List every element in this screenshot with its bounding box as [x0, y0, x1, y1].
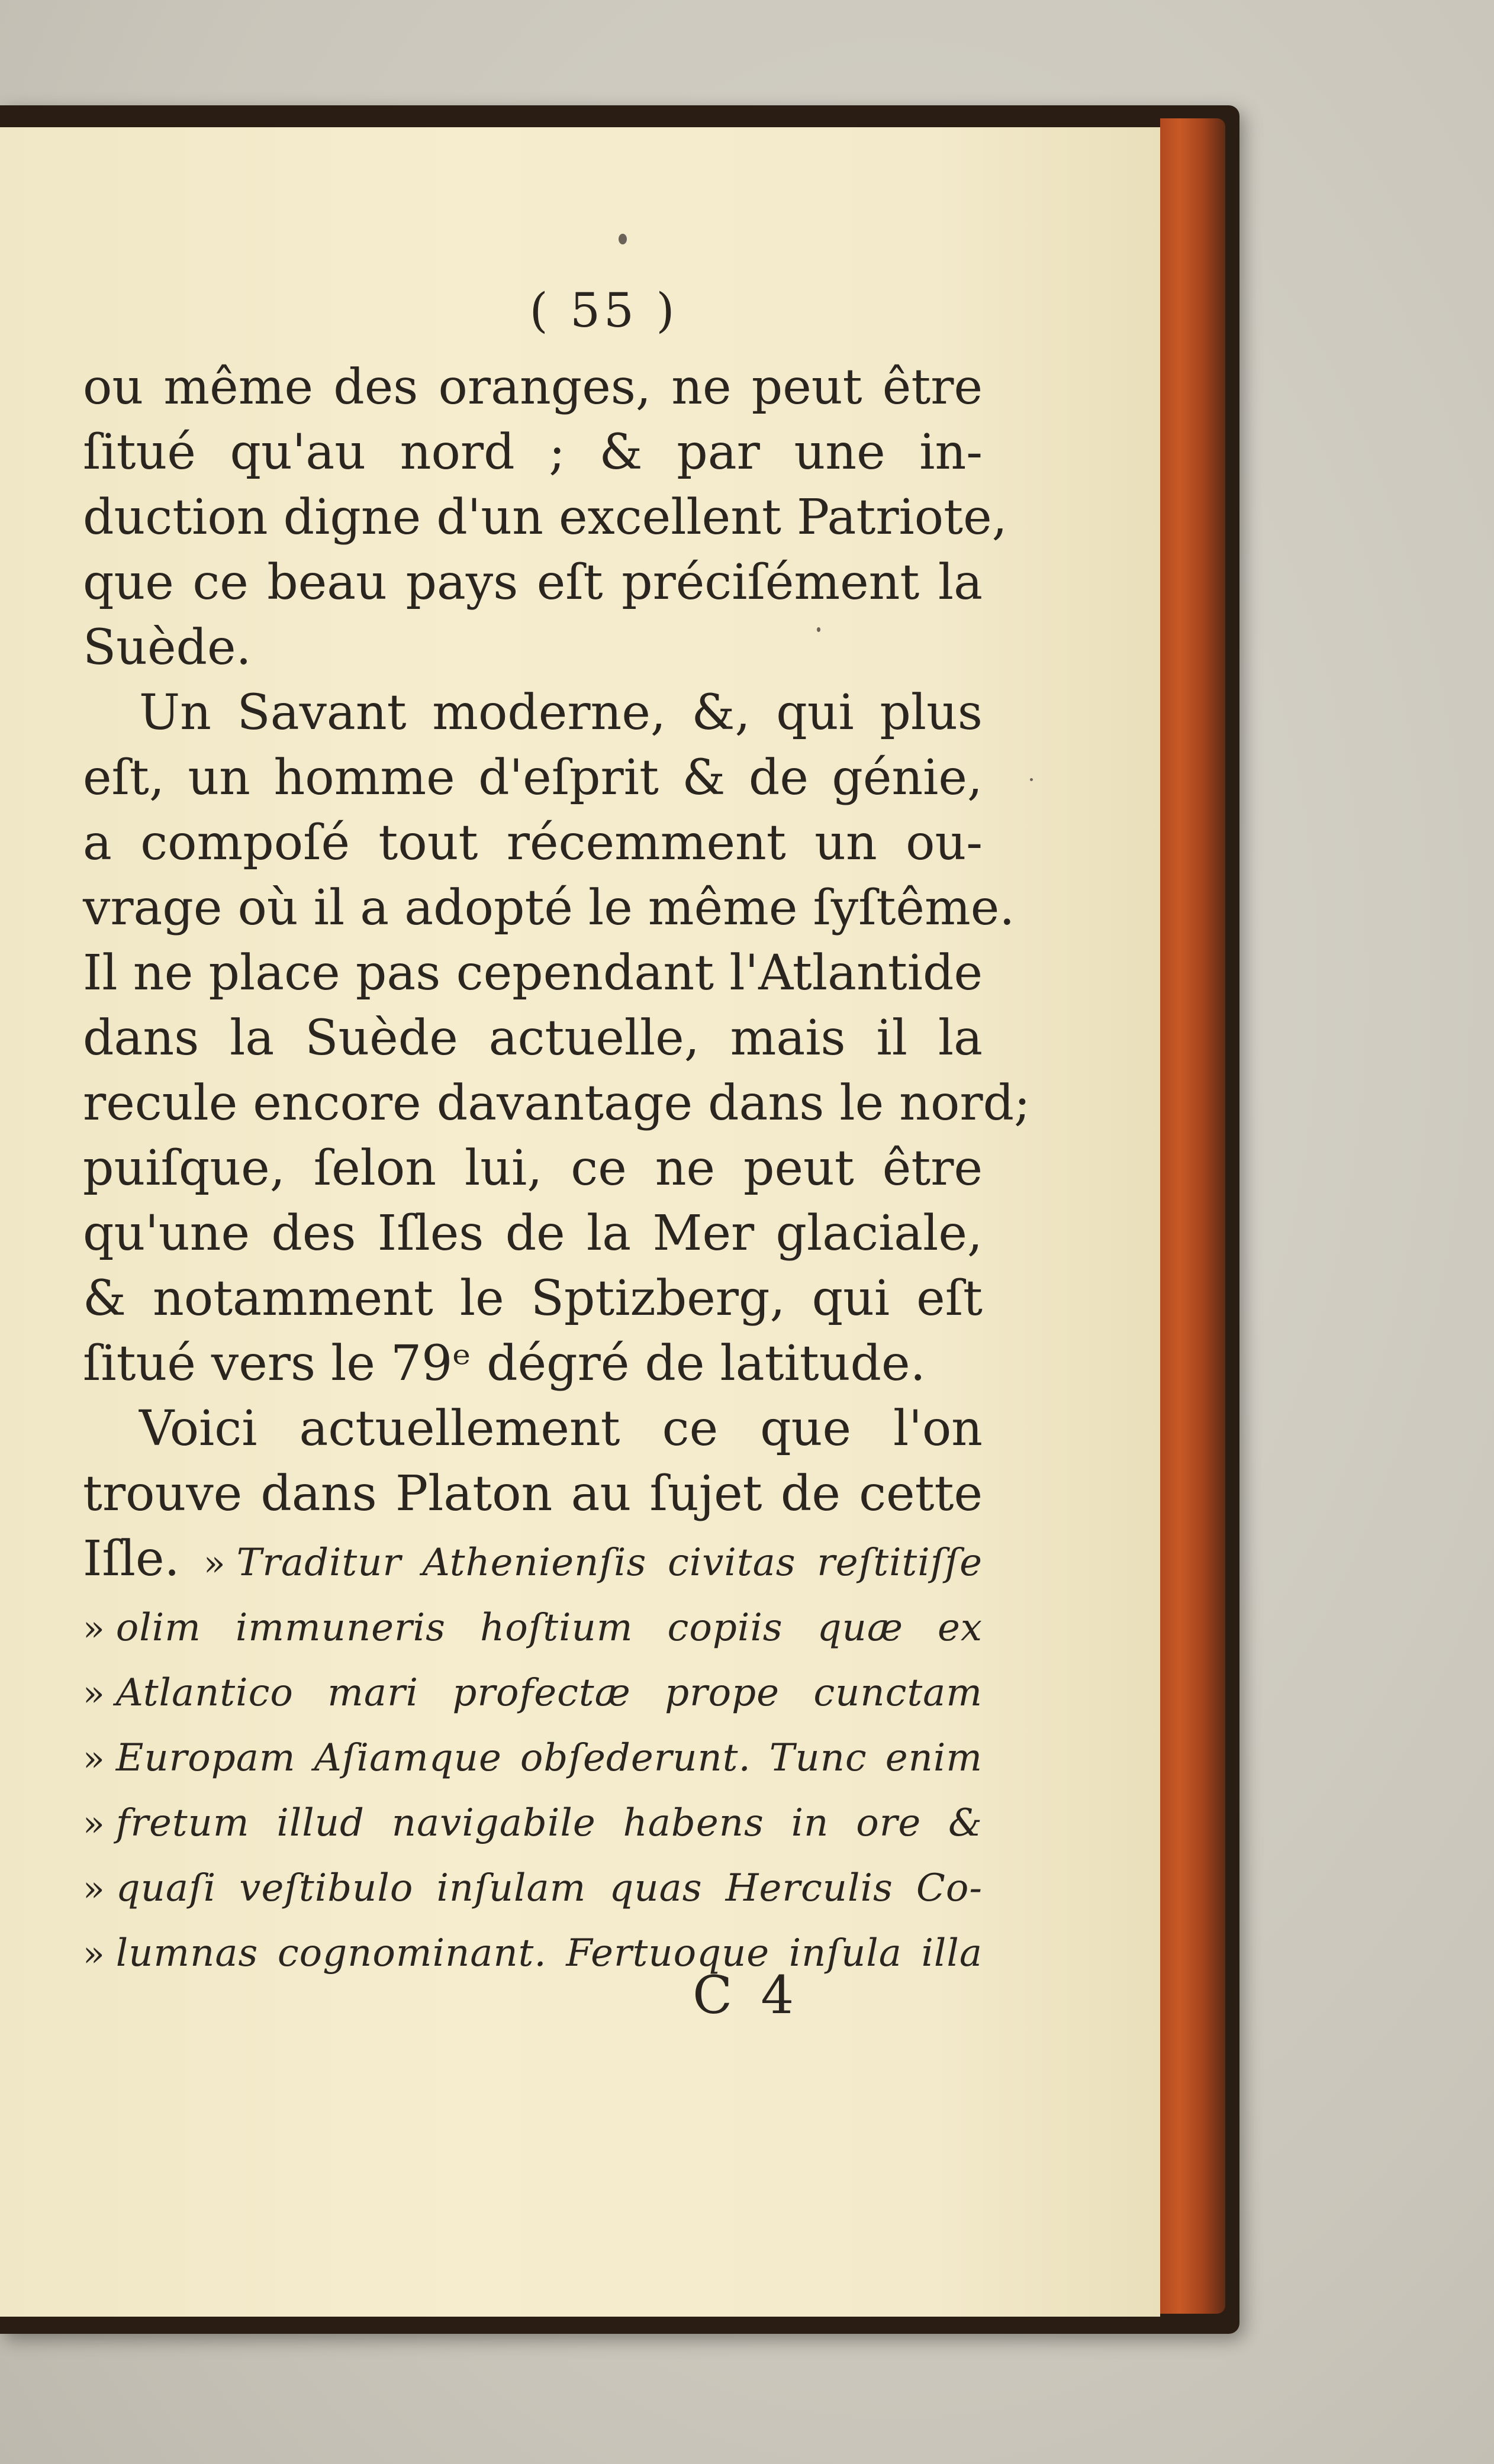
- text-line-mixed: [83, 1527, 983, 1592]
- quote-mark: »: [83, 1933, 105, 1975]
- quote-mark: »: [83, 1738, 105, 1779]
- page-edge: [1160, 118, 1225, 2314]
- text-line: eſt, un homme d'eſprit & de génie,: [83, 750, 983, 806]
- roman-text: Iſle.: [83, 1531, 180, 1587]
- page-number-header: ( 55 ): [529, 283, 678, 338]
- quote-mark: »: [203, 1543, 226, 1584]
- latin-line: [83, 1722, 983, 1787]
- text-line: trouve dans Platon au ſujet de cette: [83, 1466, 983, 1522]
- latin-line: [83, 1787, 983, 1852]
- latin-text: olim immuneris hoſtium copiis quæ ex: [115, 1606, 983, 1650]
- text-line: vrage où il a adopté le même ſyſtême.: [83, 880, 1015, 936]
- text-line: duction digne d'un excellent Patriote,: [83, 489, 1007, 546]
- text-line: ſitué qu'au nord ; & par une in-: [83, 424, 983, 480]
- text-line: & notamment le Sptizberg, qui eſt: [83, 1270, 983, 1327]
- text-line: que ce beau pays eſt préciſément la: [83, 554, 983, 611]
- text-line: dans la Suède actuelle, mais il la: [83, 1010, 983, 1066]
- text-line: qu'une des Iſles de la Mer glaciale,: [83, 1205, 983, 1262]
- signature-mark: C 4: [693, 1965, 800, 2026]
- text-line: recule encore davantage dans le nord;: [83, 1075, 1031, 1131]
- latin-text: quaſi veſtibulo inſulam quas Herculis Co-: [115, 1866, 983, 1910]
- text-line: ſitué vers le 79ᵉ dégré de latitude.: [83, 1336, 926, 1392]
- quote-mark: »: [83, 1608, 105, 1649]
- text-line: Il ne place pas cependant l'Atlantide: [83, 945, 983, 1001]
- ink-speck: [1030, 778, 1033, 781]
- ink-speck: [619, 234, 627, 244]
- latin-text: fretum illud navigabile habens in ore &: [115, 1801, 983, 1845]
- text-line: puiſque, ſelon lui, ce ne peut être: [83, 1140, 983, 1196]
- latin-text: Atlantico mari profectæ prope cunctam: [115, 1671, 983, 1715]
- text-line: Suède.: [83, 620, 252, 676]
- text-line: ou même des oranges, ne peut être: [83, 359, 983, 415]
- text-line: a compoſé tout récemment un ou-: [83, 815, 983, 871]
- text-line: Un Savant moderne, &, qui plus: [139, 685, 983, 741]
- text-line: Voici actuellement ce que l'on: [139, 1401, 983, 1457]
- latin-text: Europam Aſiamque obſederunt. Tunc enim: [115, 1736, 983, 1780]
- latin-line: [83, 1852, 983, 1917]
- text-block: [83, 355, 1031, 1982]
- quote-mark: »: [83, 1803, 105, 1844]
- quote-mark: »: [83, 1868, 105, 1910]
- quote-mark: »: [83, 1673, 105, 1714]
- latin-line: [83, 1657, 983, 1722]
- latin-text: Traditur Athenienſis civitas reſtitiſſe: [236, 1541, 983, 1585]
- latin-line: [83, 1917, 983, 1982]
- latin-text: lumnas cognominant. Fertuoque inſula illa: [115, 1931, 983, 1975]
- latin-line: [83, 1592, 983, 1657]
